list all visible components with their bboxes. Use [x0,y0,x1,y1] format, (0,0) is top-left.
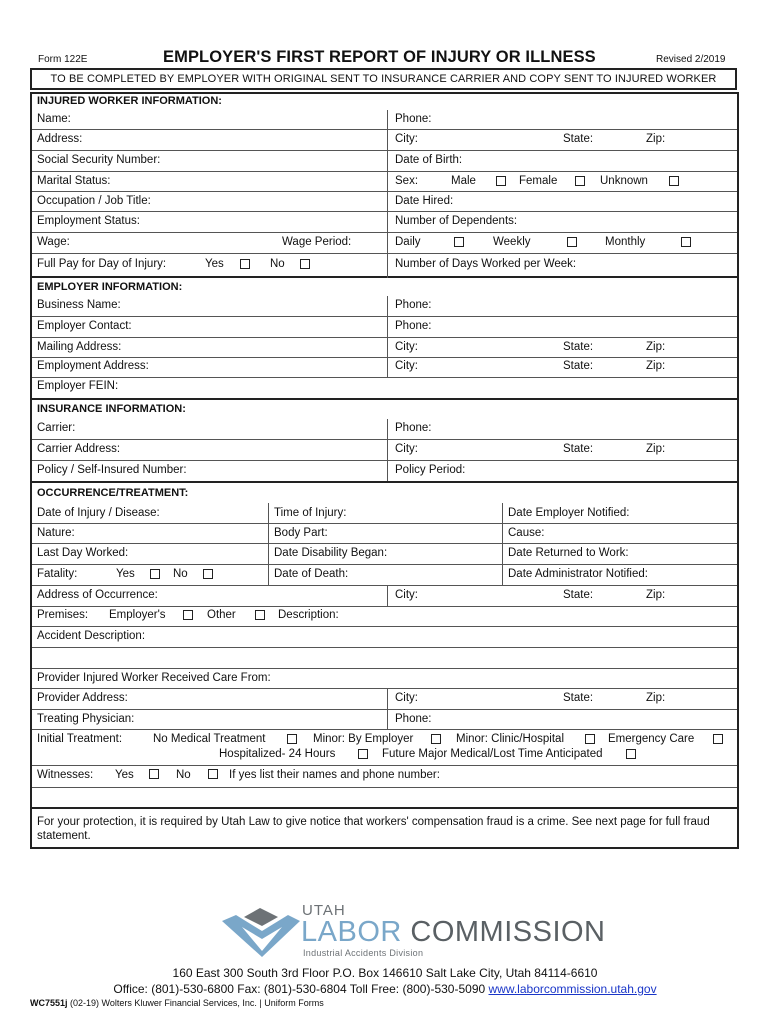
female-checkbox[interactable] [575,176,585,186]
state-label: State: [563,133,594,145]
worker-heading: INJURED WORKER INFORMATION: [37,95,222,107]
days-worked-label: Number of Days Worked per Week: [395,258,577,270]
hospitalized-label: Hospitalized- 24 Hours [219,748,336,760]
occ-row-fatality [32,565,737,586]
unknown-checkbox[interactable] [669,176,679,186]
date-hired-label: Date Hired: [395,195,454,207]
future-major-label: Future Major Medical/Lost Time Anticipated [382,748,603,760]
provider-address-label: Provider Address: [37,692,128,704]
employment-city-label: City: [395,360,418,372]
worker-row-address [32,130,737,151]
contact-line [0,982,770,996]
occupation-label: Occupation / Job Title: [37,195,151,207]
occ-row-date [32,503,737,524]
insurance-section-header [32,400,737,419]
occurrence-heading: OCCURRENCE/TREATMENT: [37,487,189,499]
no-medical-label: No Medical Treatment [153,733,266,745]
provider-zip-label: Zip: [646,692,666,704]
logo-utah-text: UTAH [302,902,346,919]
carrier-phone-label: Phone: [395,422,432,434]
carrier-zip-label: Zip: [646,443,666,455]
carrier-state-label: State: [563,443,594,455]
witnesses-no-label: No [176,769,191,781]
full-pay-label: Full Pay for Day of Injury: [37,258,167,270]
marital-label: Marital Status: [37,175,111,187]
footer-text: (02-19) Wolters Kluwer Financial Services, Inc. | Uniform Forms [67,998,324,1008]
cause-label: Cause: [508,527,545,539]
occurrence-state-label: State: [563,589,594,601]
insurance-row-carrier [32,419,737,440]
full-pay-yes-label: Yes [205,258,224,270]
logo-commission-text: COMMISSION [401,916,606,948]
premises-description-label: Description: [278,609,339,621]
physician-phone-label: Phone: [395,713,432,725]
occ-row-treatment [32,730,737,766]
male-label: Male [451,175,476,187]
sex-label: Sex: [395,175,419,187]
future-major-checkbox[interactable] [626,749,636,759]
admin-notified-label: Date Administrator Notified: [508,568,648,580]
employer-row-employment [32,358,737,378]
full-pay-no-checkbox[interactable] [300,259,310,269]
witnesses-yes-label: Yes [115,769,134,781]
website-link[interactable]: www.laborcommission.utah.gov [488,982,657,996]
instructions-banner: TO BE COMPLETED BY EMPLOYER WITH ORIGINAL SENT TO INSURANCE CARRIER AND COPY SENT TO INJURED WORKER [30,68,737,90]
logo-wordmark [301,916,606,949]
phone-label: Phone: [395,113,432,125]
dob-label: Date of Birth: [395,154,463,166]
employment-state-label: State: [563,360,594,372]
minor-clinic-label: Minor: Clinic/Hospital [456,733,565,745]
footer-code: WC7551j [30,998,68,1008]
employment-zip-label: Zip: [646,360,666,372]
carrier-label: Carrier: [37,422,76,434]
worker-row-fullpay [32,254,737,278]
insurance-row-policy [32,461,737,483]
logo-labor-text: LABOR [301,916,402,948]
occ-row-nature [32,524,737,544]
weekly-label: Weekly [493,236,531,248]
occ-provider-divider [387,689,388,730]
logo-division-text: Industrial Accidents Division [303,948,424,958]
mailing-zip-label: Zip: [646,341,666,353]
occ-row-witnesses [32,766,737,788]
revised-date: Revised 2/2019 [656,54,726,65]
provider-city-label: City: [395,692,418,704]
employer-contact-label: Employer Contact: [37,320,132,332]
mailing-state-label: State: [563,341,594,353]
male-checkbox[interactable] [496,176,506,186]
worker-divider [387,110,388,278]
name-label: Name: [37,113,71,125]
employer-phone2-label: Phone: [395,320,432,332]
occ-divider-left [268,503,269,586]
worker-row-marital [32,172,737,192]
disability-began-label: Date Disability Began: [274,547,388,559]
mailing-address-label: Mailing Address: [37,341,122,353]
emergency-checkbox[interactable] [713,734,723,744]
business-name-label: Business Name: [37,299,121,311]
premises-employers-checkbox[interactable] [183,610,193,620]
minor-employer-label: Minor: By Employer [313,733,414,745]
employer-heading: EMPLOYER INFORMATION: [37,281,183,293]
dependents-label: Number of Dependents: [395,215,518,227]
time-injury-label: Time of Injury: [274,507,347,519]
minor-clinic-checkbox[interactable] [585,734,595,744]
employer-row-fein [32,378,737,400]
occ-row-premises [32,607,737,627]
insurance-heading: INSURANCE INFORMATION: [37,403,186,415]
date-injury-label: Date of Injury / Disease: [37,507,160,519]
carrier-address-label: Carrier Address: [37,443,121,455]
premises-other-label: Other [207,609,236,621]
provider-state-label: State: [563,692,594,704]
employer-phone-label: Phone: [395,299,432,311]
occ-row-provider [32,669,737,689]
policy-period-label: Policy Period: [395,464,466,476]
witnesses-label: Witnesses: [37,769,94,781]
fein-label: Employer FEIN: [37,380,119,392]
nature-label: Nature: [37,527,75,539]
date-death-label: Date of Death: [274,568,349,580]
wage-label: Wage: [37,236,70,248]
worker-row-employment [32,212,737,233]
occurrence-address-label: Address of Occurrence: [37,589,158,601]
occ-row-witness-blank[interactable] [32,788,737,809]
occ-row-physician [32,710,737,730]
initial-treatment-label: Initial Treatment: [37,733,123,745]
employer-row-mailing [32,338,737,358]
policy-number-label: Policy / Self-Insured Number: [37,464,187,476]
unknown-label: Unknown [600,175,648,187]
premises-other-checkbox[interactable] [255,610,265,620]
worker-row-name [32,110,737,130]
mailing-city-label: City: [395,341,418,353]
monthly-checkbox[interactable] [681,237,691,247]
employer-row-contact [32,317,737,338]
date-notified-label: Date Employer Notified: [508,507,630,519]
worker-row-wage [32,233,737,254]
insurance-divider [387,419,388,481]
worker-section-header [32,92,737,110]
employment-address-label: Employment Address: [37,360,149,372]
fatality-yes-label: Yes [116,568,135,580]
weekly-checkbox[interactable] [567,237,577,247]
fatality-yes-checkbox[interactable] [150,569,160,579]
occurrence-zip-label: Zip: [646,589,666,601]
occ-row-blank[interactable] [32,648,737,669]
premises-employers-label: Employer's [109,609,166,621]
employer-divider [387,296,388,378]
occ-row-accident [32,627,737,648]
last-day-label: Last Day Worked: [37,547,129,559]
page-title: EMPLOYER'S FIRST REPORT OF INJURY OR ILLNESS [163,48,596,66]
physician-label: Treating Physician: [37,713,135,725]
emergency-label: Emergency Care [608,733,695,745]
fatality-no-label: No [173,568,188,580]
provider-care-label: Provider Injured Worker Received Care From: [37,672,271,684]
witness-note-label: If yes list their names and phone number: [229,769,440,781]
full-pay-no-label: No [270,258,285,270]
address-label: Address: [37,133,83,145]
occ-divider-right [502,503,503,586]
monthly-label: Monthly [605,236,646,248]
occ-row-address [32,586,737,607]
labor-commission-logo-icon [222,905,300,961]
employment-status-label: Employment Status: [37,215,140,227]
witnesses-yes-checkbox[interactable] [149,769,159,779]
fraud-notice: For your protection, it is required by Utah Law to give notice that workers' compensation fraud is a crime. See next page for full fraud statement. [37,816,710,842]
carrier-city-label: City: [395,443,418,455]
premises-label: Premises: [37,609,89,621]
form-number: Form 122E [38,54,88,65]
female-label: Female [519,175,558,187]
returned-label: Date Returned to Work: [508,547,629,559]
worker-row-occupation [32,192,737,212]
occ-address-divider [387,586,388,607]
ssn-label: Social Security Number: [37,154,161,166]
wage-period-label: Wage Period: [282,236,352,248]
occ-row-lastday [32,544,737,565]
minor-employer-checkbox[interactable] [431,734,441,744]
worker-row-ssn [32,151,737,172]
occurrence-section-header [32,483,737,503]
city-label: City: [395,133,418,145]
occurrence-city-label: City: [395,589,418,601]
fatality-label: Fatality: [37,568,78,580]
full-pay-yes-checkbox[interactable] [240,259,250,269]
contact-phones: Office: (801)-530-6800 Fax: (801)-530-6804 Toll Free: (800)-530-5090 [113,982,489,996]
accident-description-label: Accident Description: [37,630,146,642]
witnesses-no-checkbox[interactable] [208,769,218,779]
body-part-label: Body Part: [274,527,328,539]
zip-label: Zip: [646,133,666,145]
no-medical-checkbox[interactable] [287,734,297,744]
fatality-no-checkbox[interactable] [203,569,213,579]
daily-checkbox[interactable] [454,237,464,247]
mailing-address: 160 East 300 South 3rd Floor P.O. Box 146610 Salt Lake City, Utah 84114-6610 [172,966,598,980]
daily-label: Daily [395,236,421,248]
employer-row-business [32,296,737,317]
insurance-row-address [32,440,737,461]
employer-section-header [32,278,737,296]
footer [30,998,324,1008]
occ-row-provider-address [32,689,737,710]
hospitalized-checkbox[interactable] [358,749,368,759]
